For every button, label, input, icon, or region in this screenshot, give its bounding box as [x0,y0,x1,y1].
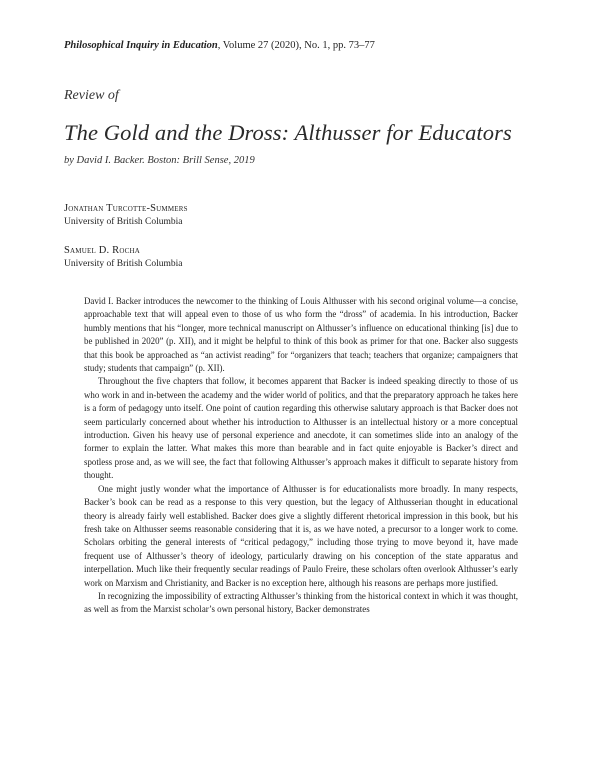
book-publication-info: by David I. Backer. Boston: Brill Sense, 2019 [64,155,255,166]
journal-volume-info: , Volume 27 (2020), No. 1, pp. 73–77 [217,40,375,51]
body-paragraph: Throughout the five chapters that follow, it becomes apparent that Backer is indeed speaking directly to those of us who work in and in-between the academy and the wider world of politics, and that the preparatory approach he takes here is a form of pedagogy unto itself. One point of caution regarding this otherwise salutary approach is that Backer does not seem particularly concerned about whether his introduction to Althusser is an intellectual history or a more conceptual introduction. Given his heavy use of personal experience and anecdote, it can sometimes slide into an analogy of the former to explain the latter. What makes this more than bearable and in fact quite enjoyable is Backer’s direct and spotless prose and, as we will see, the fact that following Althusser’s approach makes it difficult to separate history from thought. [84,376,518,481]
author-block [64,202,188,229]
book-title: The Gold and the Dross: Althusser for Educators [64,120,512,145]
author-affiliation: University of British Columbia [64,217,183,227]
journal-name: Philosophical Inquiry in Education [64,40,218,51]
article-body [84,295,518,617]
author-block [64,244,182,271]
review-label: Review of [64,88,119,103]
author-affiliation: University of British Columbia [64,259,183,269]
author-name: Samuel D. Rocha [64,245,141,256]
author-name: Jonathan Turcotte-Summers [64,203,188,214]
journal-citation-header [64,40,375,51]
body-paragraph: One might justly wonder what the importance of Althusser is for educationalists more broadly. In many respects, Backer’s book can be read as a response to this very question, but the legacy of Althusserian thought in educational theory is already fairly well established. Backer does give a slightly different rhetorical impression in this book, but his fresh take on Althusser seems reasonable considering that it is, as we have noted, a precursor to a longer work to come. Scholars orbiting the general interests of “critical pedagogy,” including those trying to move beyond it, have made frequent use of Althusser’s theory of ideology, particularly drawing on his conception of the state apparatus and interpellation. Much like their frequently secular readings of Paulo Freire, these scholars often overlook Althusser’s early work on Marxism and Christianity, and Backer is no exception here, although his reasons are perhaps more justified. [84,483,518,588]
body-paragraph: In recognizing the impossibility of extracting Althusser’s thinking from the historical context in which it was thought, as well as from the Marxist scholar’s own personal history, Backer demonstrates [84,590,518,615]
body-paragraph: David I. Backer introduces the newcomer to the thinking of Louis Althusser with his second original volume—a concise, approachable text that will appeal even to those of us who form the “dross” of academia. In his introduction, Backer humbly mentions that his “longer, more technical manuscript on Althusser’s influence on educational thinking [is] due to be published in 2020” (p. XII), and it might be helpful to think of this book as primer for that one. Backer also suggests that this book be approached as “an activist reading” for “organizers that teach; teachers that organize; campaigners that study; students that campaign” (p. XII). [84,296,518,374]
